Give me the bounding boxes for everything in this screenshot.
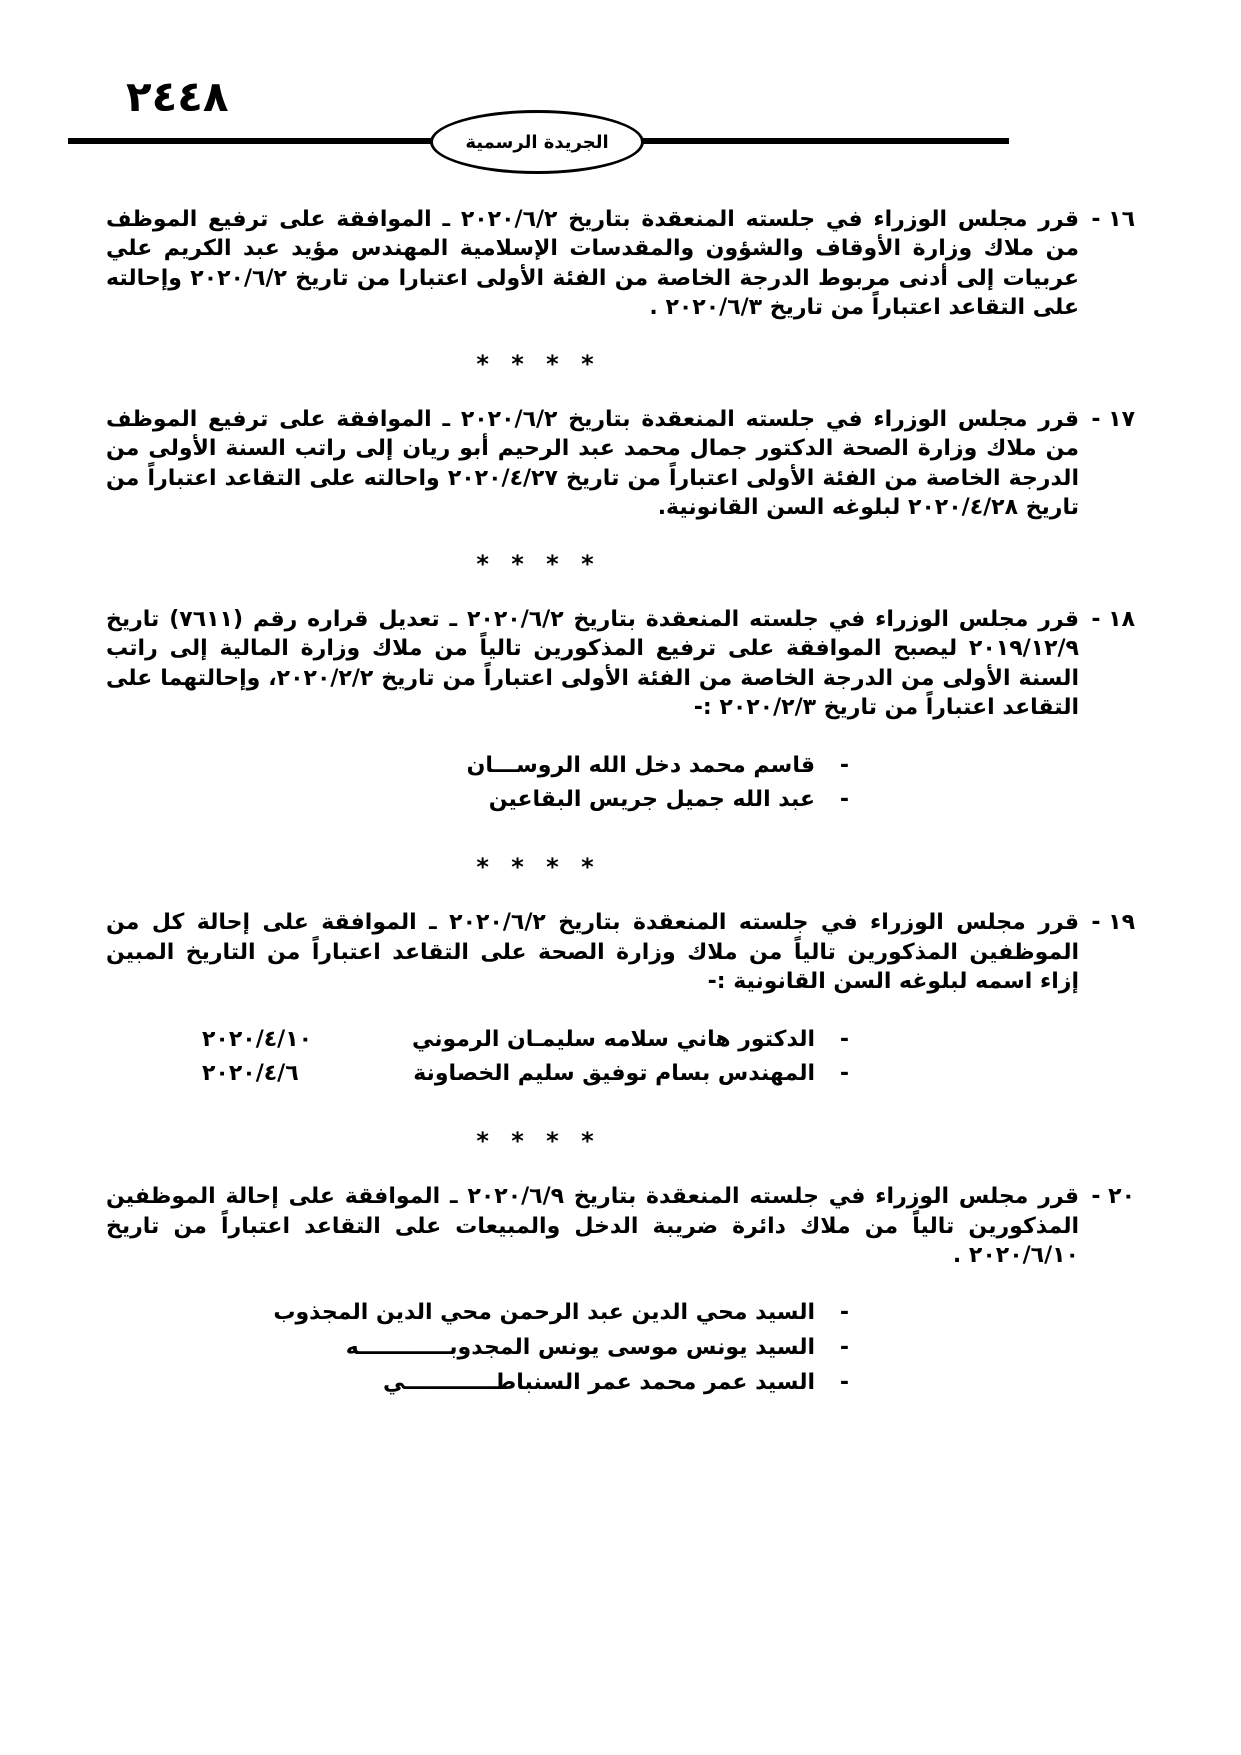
item-body bbox=[106, 605, 1079, 826]
names-list-with-dates bbox=[106, 1023, 1079, 1093]
gazette-title: الجريدة الرسمية bbox=[465, 131, 609, 153]
item-number: ١٩ - bbox=[1091, 910, 1135, 936]
item-body bbox=[106, 1182, 1079, 1409]
decisions-content bbox=[106, 205, 1135, 1409]
page-number: ٢٤٤٨ bbox=[126, 72, 229, 121]
retirement-date: ٢٠٢٠/٤/٦ bbox=[202, 1061, 299, 1087]
decision-item-17 bbox=[106, 405, 1135, 523]
person-name: عبد الله جميل جريس البقاعين bbox=[488, 787, 815, 813]
list-item bbox=[106, 1331, 849, 1366]
person-name: السيد يونس موسى يونس المجدوبــــــــــــه bbox=[345, 1335, 815, 1361]
list-dash: - bbox=[839, 752, 849, 778]
item-number: ١٦ - bbox=[1091, 207, 1135, 232]
item-text: قرر مجلس الوزراء في جلسته المنعقدة بتاريخ ٢٠٢٠/٦/٢ ـ تعديل قراره رقم (٧٦١١) تاريخ ٢٠١٩/١٢/٩ ليصبح الموافقة على ترفيع المذكورين تالياً من ملاك وزارة المالية إلى راتب السنة الأولى من الدرجة الخاصة من الفئة الأولى اعتباراً من تاريخ ٢٠٢٠/٢/٢، وإحالتهما على التقاعد اعتباراً من تاريخ ٢٠٢٠/٢/٣ :- bbox=[106, 606, 1079, 721]
names-list bbox=[106, 749, 1079, 819]
person-name: قاسم محمد دخل الله الروســـان bbox=[466, 752, 815, 778]
decision-item-18 bbox=[106, 605, 1135, 826]
person-name: المهندس بسام توفيق سليم الخصاونة bbox=[413, 1061, 815, 1087]
list-item bbox=[106, 1296, 849, 1331]
list-item bbox=[106, 749, 849, 784]
person-name: السيد محي الدين عبد الرحمن محي الدين المجذوب bbox=[273, 1300, 815, 1326]
item-number: ١٨ - bbox=[1091, 606, 1135, 632]
retirement-date: ٢٠٢٠/٤/١٠ bbox=[202, 1026, 313, 1052]
item-number: ١٧ - bbox=[1091, 406, 1135, 432]
item-body: قرر مجلس الوزراء في جلسته المنعقدة بتاريخ ٢٠٢٠/٦/٢ ـ الموافقة على ترفيع الموظف من ملاك وزارة الصحة الدكتور جمال محمد عبد الرحيم أبو ريان إلى راتب السنة الأولى من الدرجة الخاصة من الفئة الأولى اعتباراً من تاريخ ٢٠٢٠/٤/٢٧ واحالته على التقاعد اعتباراً من تاريخ ٢٠٢٠/٤/٢٨ لبلوغه السن القانونية. bbox=[106, 406, 1079, 521]
decision-item-16 bbox=[106, 205, 1135, 323]
item-text: قرر مجلس الوزراء في جلسته المنعقدة بتاريخ ٢٠٢٠/٦/٩ ـ الموافقة على إحالة الموظفين المذكورين تالياً من ملاك دائرة ضريبة الدخل والمبيعات على التقاعد اعتباراً من تاريخ ٢٠٢٠/٦/١٠ . bbox=[106, 1184, 1079, 1268]
list-dash: - bbox=[839, 787, 849, 813]
list-dash: - bbox=[839, 1061, 849, 1087]
item-body: قرر مجلس الوزراء في جلسته المنعقدة بتاريخ ٢٠٢٠/٦/٢ ـ الموافقة على ترفيع الموظف من ملاك وزارة الأوقاف والشؤون والمقدسات الإسلامية المهندس مؤيد عبد الكريم علي عربيات إلى أدنى مربوط الدرجة الخاصة من الفئة الأولى اعتبارا من تاريخ ٢٠٢٠/٦/٢ وإحالته على التقاعد اعتباراً من تاريخ ٢٠٢٠/٦/٣ . bbox=[106, 207, 1079, 321]
list-dash: - bbox=[839, 1369, 849, 1395]
separator-stars: * * * * bbox=[476, 349, 601, 378]
list-dash: - bbox=[839, 1300, 849, 1326]
person-name: السيد عمر محمد عمر السنباطــــــــــــي bbox=[383, 1369, 815, 1395]
list-item bbox=[202, 1023, 849, 1058]
decision-item-20 bbox=[106, 1182, 1135, 1409]
list-dash: - bbox=[839, 1026, 849, 1052]
separator-stars: * * * * bbox=[476, 853, 601, 882]
item-body bbox=[106, 908, 1079, 1100]
list-item bbox=[106, 1366, 849, 1401]
page-header bbox=[0, 0, 1241, 205]
separator-stars: * * * * bbox=[476, 549, 601, 578]
item-text: قرر مجلس الوزراء في جلسته المنعقدة بتاريخ ٢٠٢٠/٦/٢ ـ الموافقة على إحالة كل من الموظفين المذكورين تالياً من ملاك وزارة الصحة على التقاعد اعتباراً من التاريخ المبين إزاء اسمه لبلوغه السن القانونية :- bbox=[106, 910, 1080, 995]
decision-item-19 bbox=[106, 908, 1135, 1100]
item-number: ٢٠ - bbox=[1091, 1184, 1135, 1210]
person-name: الدكتور هاني سلامه سليمـان الرموني bbox=[411, 1026, 815, 1052]
names-list bbox=[106, 1296, 1079, 1400]
list-item bbox=[106, 783, 849, 818]
list-dash: - bbox=[839, 1335, 849, 1361]
separator-stars: * * * * bbox=[476, 1127, 601, 1156]
gazette-title-badge bbox=[430, 110, 644, 174]
list-item bbox=[202, 1057, 849, 1092]
